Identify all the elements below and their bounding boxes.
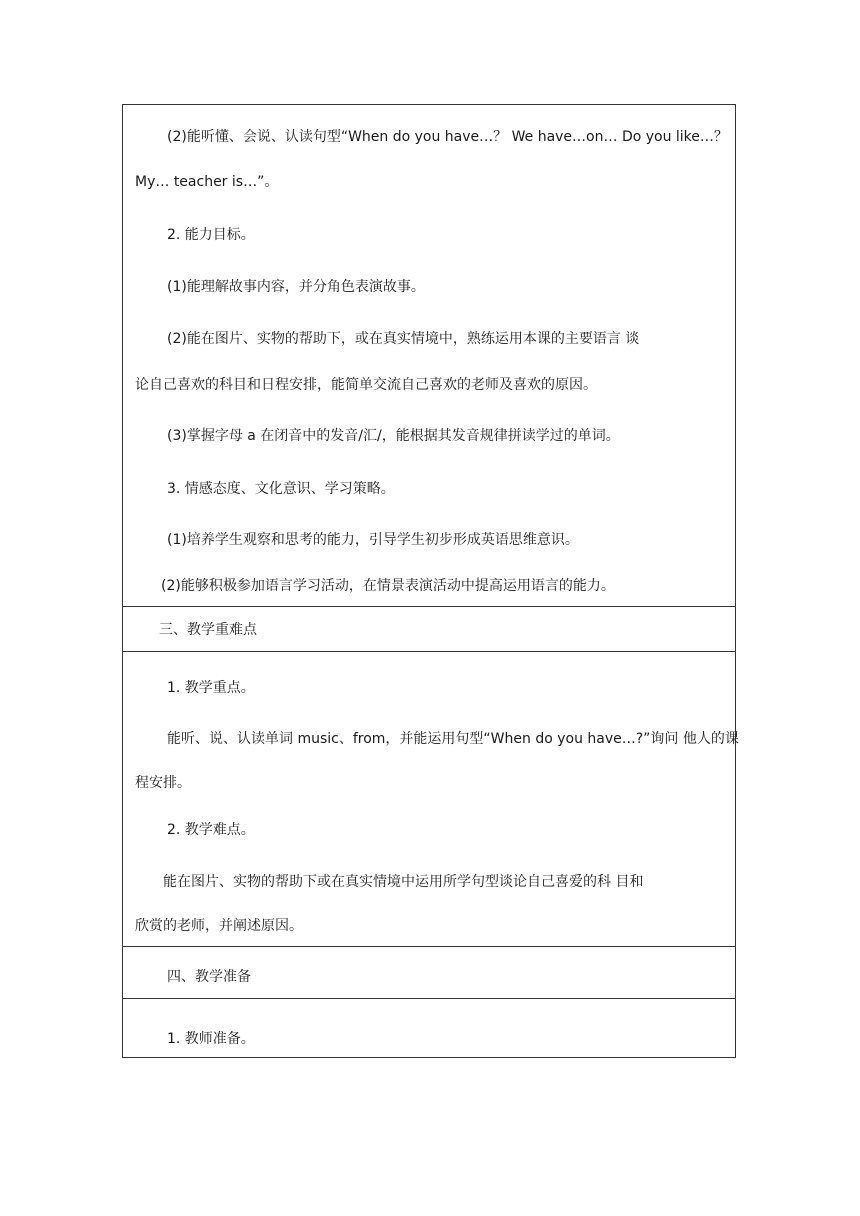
affective-goals-heading: 3. 情感态度、文化意识、学习策略。 (167, 481, 395, 497)
ability-goal-3: (3)掌握字母 a 在闭音中的发音/汇/，能根据其发音规律拼读学过的单词。 (167, 428, 620, 444)
row-divider (123, 651, 735, 652)
ability-goal-1: (1)能理解故事内容，并分角色表演故事。 (167, 279, 425, 295)
keypoint-heading: 1. 教学重点。 (167, 680, 255, 696)
row-divider (123, 606, 735, 607)
ability-goal-2-line-2: 论自己喜欢的科目和日程安排，能简单交流自己喜欢的老师及喜欢的原因。 (135, 377, 597, 393)
difficulty-line-2: 欣赏的老师，并阐述原因。 (135, 918, 303, 934)
goal-sentence-line-2: My… teacher is…”。 (135, 174, 279, 190)
prep-header: 四、教学准备 (167, 969, 251, 985)
difficulty-line-1: 能在图片、实物的帮助下或在真实情境中运用所学句型谈论自己喜爱的科 目和 (163, 874, 644, 890)
row-divider (123, 998, 735, 999)
keypoint-line-2: 程安排。 (135, 775, 191, 791)
lesson-plan-table (122, 104, 739, 1058)
row-divider (123, 946, 735, 947)
keypoint-line-1: 能听、说、认读单词 music、from，并能运用句型“When do you have…?”询问 他人的课 (167, 731, 739, 747)
difficulty-heading: 2. 教学难点。 (167, 822, 255, 838)
ability-goals-heading: 2. 能力目标。 (167, 227, 255, 243)
teacher-prep-heading: 1. 教师准备。 (167, 1031, 255, 1047)
ability-goal-2-line-1: (2)能在图片、实物的帮助下，或在真实情境中，熟练运用本课的主要语言 谈 (167, 331, 640, 347)
goal-sentence-line-1: (2)能听懂、会说、认读句型“When do you have…？ We have…on… Do you like…？ (167, 129, 728, 145)
keypoints-header: 三、教学重难点 (159, 622, 257, 638)
affective-goal-1: (1)培养学生观察和思考的能力，引导学生初步形成英语思维意识。 (167, 532, 579, 548)
affective-goal-2: (2)能够积极参加语言学习活动，在情景表演活动中提高运用语言的能力。 (161, 578, 615, 594)
